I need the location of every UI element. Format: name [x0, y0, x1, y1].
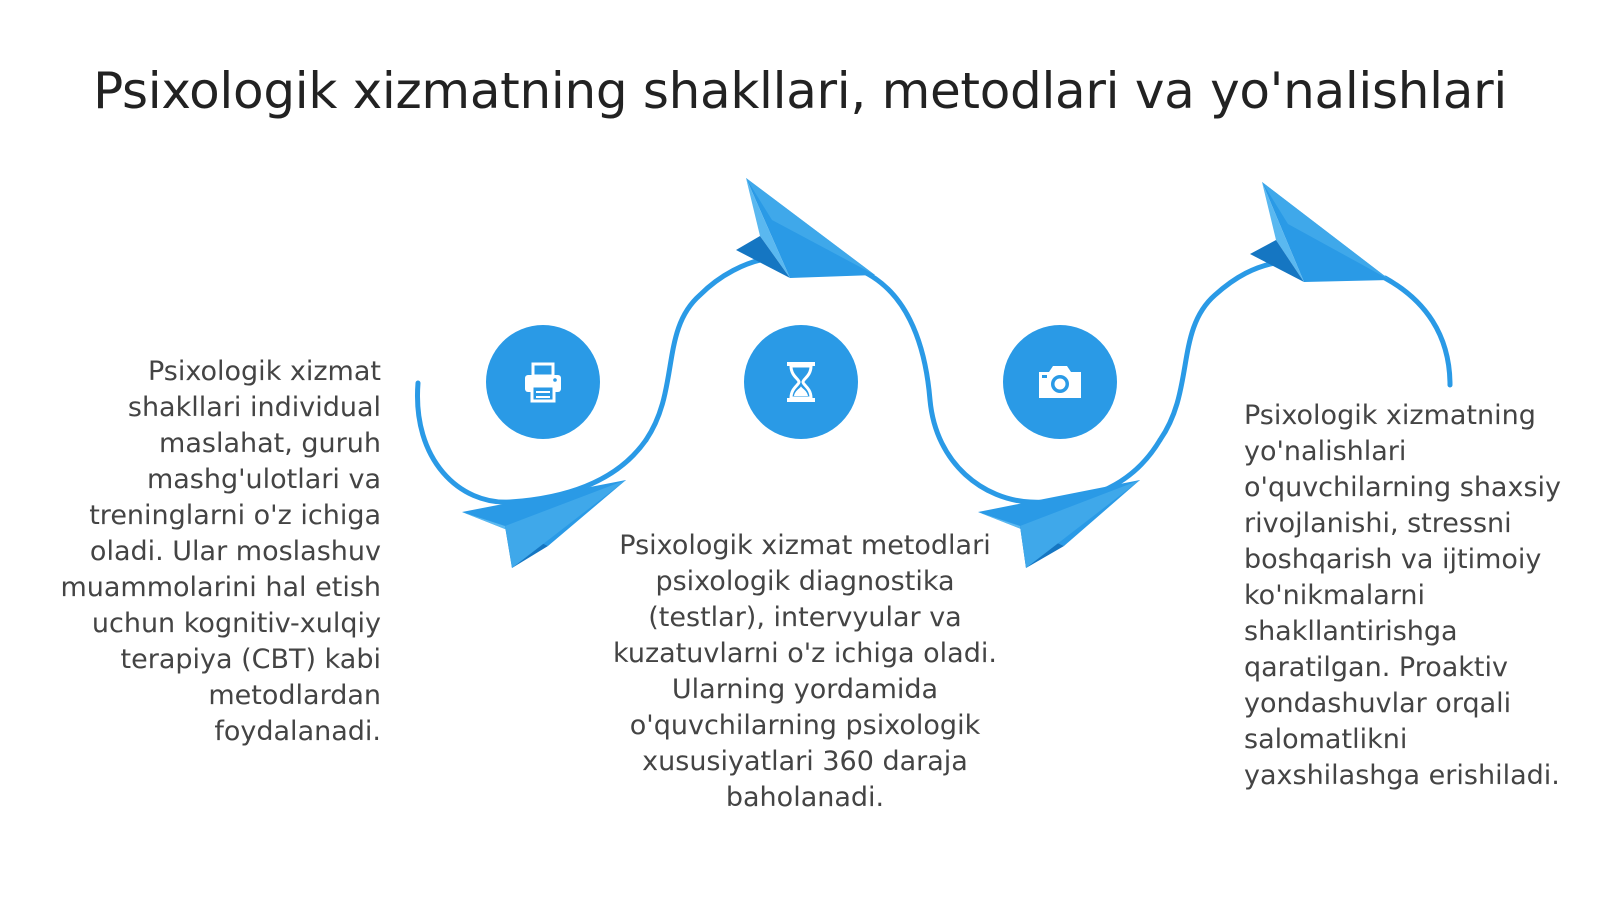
paper-plane-1-icon [462, 480, 626, 568]
page-title: Psixologik xizmatning shakllari, metodlari va yo'nalishlari [93, 62, 1507, 120]
step-1-description: Psixologik xizmat shakllari individual maslahat, guruh mashg'ulotlari va treninglarni o'z ichiga oladi. Ular moslashuv muammolarini hal etish uchun kognitiv-xulqiy terapiya (CBT) kabi metodlardan foydalanadi. [60, 356, 381, 747]
wave-segment-2 [646, 258, 770, 440]
step-3-circle [1003, 325, 1117, 439]
wave-segment-5 [1385, 278, 1450, 385]
step-1-circle [486, 325, 600, 439]
camera-icon [1035, 360, 1085, 404]
step-2-description: Psixologik xizmat metodlari psixologik diagnostika (testlar), intervyular va kuzatuvlarni o'z ichiga oladi. Ularning yordamida o'quvchilarning psixologik xususiyatlari 360 daraja baholanadi. [613, 530, 997, 813]
paper-plane-4-icon [1250, 182, 1390, 282]
step-2-circle [744, 325, 858, 439]
hourglass-icon [779, 358, 823, 406]
step-3-description: Psixologik xizmatning yo'nalishlari o'quvchilarning shaxsiy rivojlanishi, stressni boshqarish va ijtimoiy ko'nikmalarni shakllantirishga qaratilgan. Proaktiv yondashuvlar orqali salomatlikni yaxshilashga erishiladi. [1244, 400, 1561, 791]
printer-icon [519, 358, 567, 406]
